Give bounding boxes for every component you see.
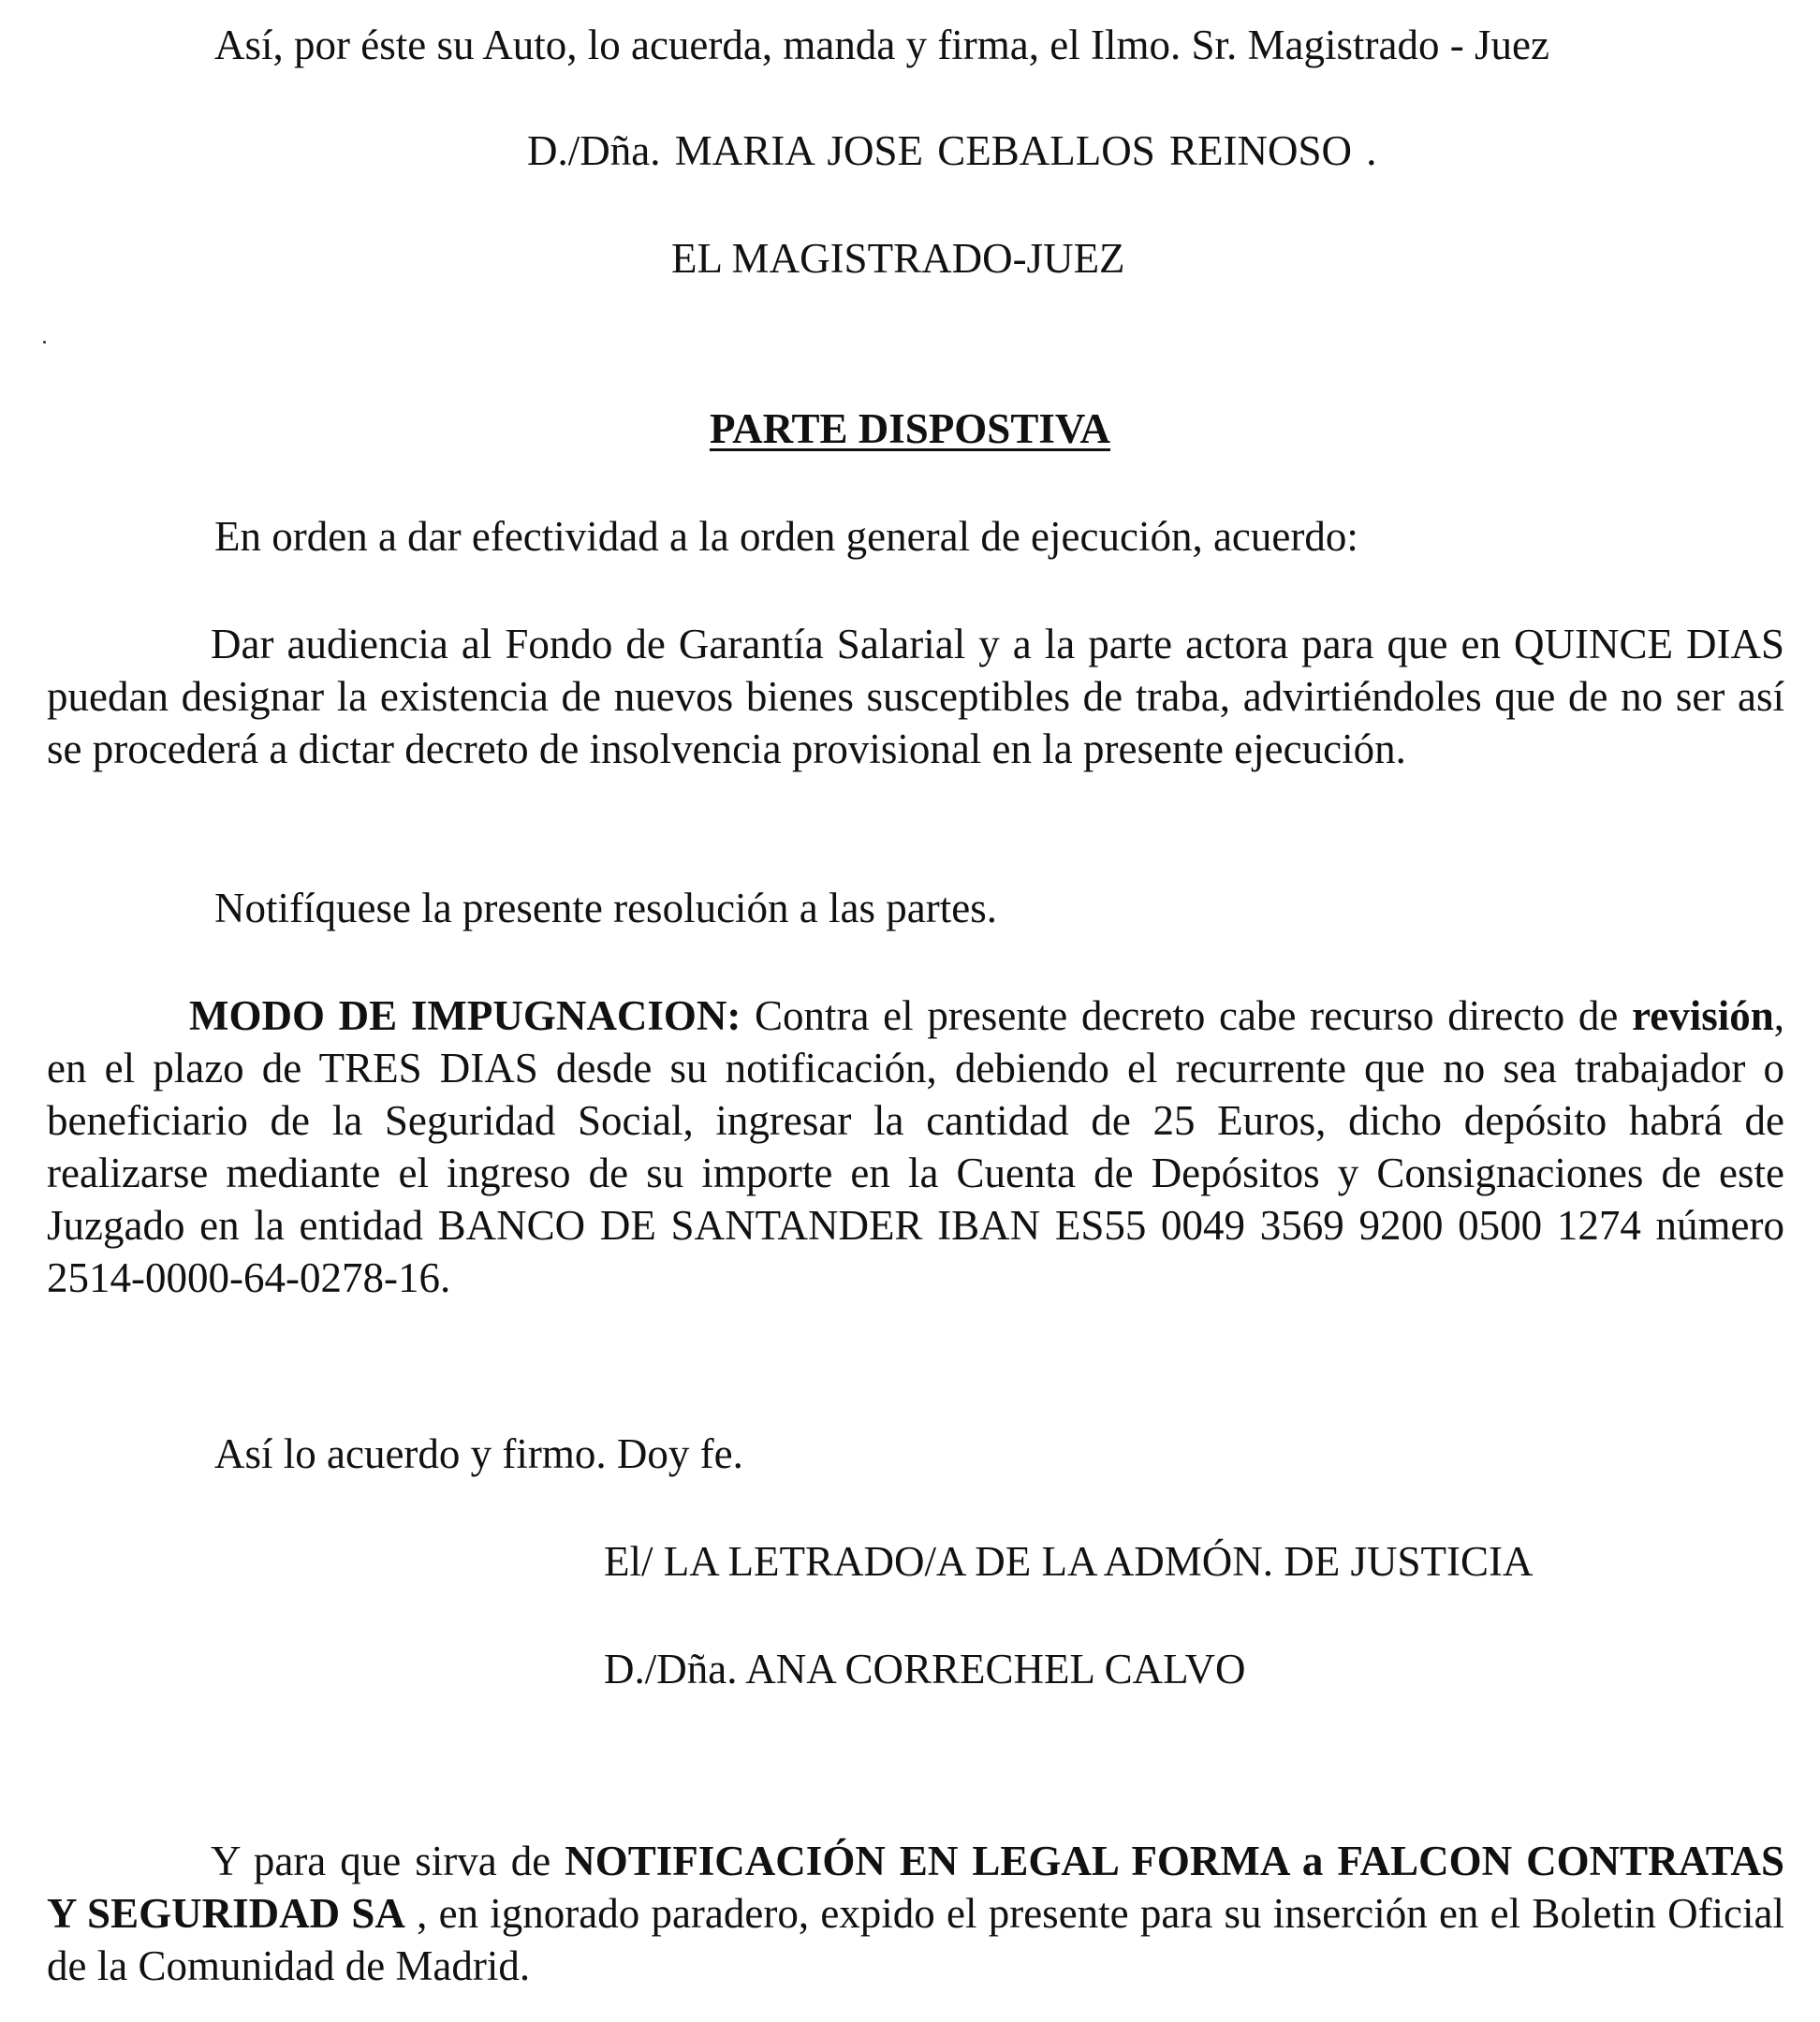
intro-line: En orden a dar efectividad a la orden general de ejecución, acuerdo: [214,513,1358,560]
section-heading [0,403,1820,455]
notify-line: Notifíquese la presente resolución a las partes. [214,885,997,931]
judge-title: EL MAGISTRADO-JUEZ [671,235,1125,282]
impugnacion-text-a: Contra el presente decreto cabe recurso directo de [741,992,1633,1039]
impugnacion-bold-word: revisión [1632,992,1774,1039]
impugnacion-paragraph [47,989,1784,1304]
notificacion-paragraph [47,1835,1784,1992]
letrado-name: D./Dña. ANA CORRECHEL CALVO [604,1646,1246,1692]
judge-name: D./Dña. MARIA JOSE CEBALLOS REINOSO . [527,127,1377,174]
impugnacion-label: MODO DE IMPUGNACION: [189,992,741,1039]
scan-speck [43,341,46,344]
section-heading-text: PARTE DISPOSTIVA [709,405,1111,452]
notificacion-bold: NOTIFICACIÓN EN LEGAL FORMA a FALCON CONTRATAS Y SEGURIDAD SA [47,1838,1784,1937]
closing-line: Así lo acuerdo y firmo. Doy fe. [214,1430,743,1477]
resolution-paragraph: Dar audiencia al Fondo de Garantía Salarial y a la parte actora para que en QUINCE DIAS puedan designar la existencia de nuevos bienes susceptibles de traba, advirtiéndoles que de no ser así se procederá a dictar decreto de insolvencia provisional en la presente ejecución. [47,621,1784,772]
opening-line: Así, por éste su Auto, lo acuerda, manda y firma, el Ilmo. Sr. Magistrado - Juez [214,22,1549,68]
letrado-title: El/ LA LETRADO/A DE LA ADMÓN. DE JUSTICIA [604,1538,1534,1585]
notificacion-text-a: Y para que sirva de [211,1838,565,1884]
impugnacion-text-b: , en el plazo de TRES DIAS desde su notificación, debiendo el recurrente que no sea trabajador o beneficiario de la Seguridad Social, ingresar la cantidad de 25 Euros, dicho depósito habrá de realizarse mediante el ingreso de su importe en la Cuenta de Depósitos y Consignaciones de este Juzgado en la entidad BANCO DE SANTANDER IBAN ES55 0049 3569 9200 0500 1274 número 2514-0000-64-0278-16. [47,992,1784,1301]
notificacion-text-b: , en ignorado paradero, expido el presente para su inserción en el Boletin Oficial de la Comunidad de Madrid. [47,1890,1784,1989]
